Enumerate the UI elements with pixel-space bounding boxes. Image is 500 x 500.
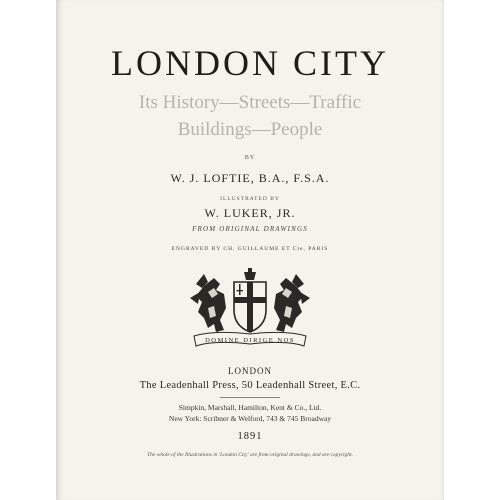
divider-rule — [220, 397, 280, 398]
book-title: LONDON CITY — [111, 43, 389, 83]
engraver-credit: ENGRAVED BY CH. GUILLAUME ET Cie, PARIS — [171, 246, 329, 252]
subtitle-line-1: Its History—Streets—Traffic — [138, 92, 362, 113]
copyright-footnote: The whole of the Illustrations in 'London City' are from original drawings, and are copyright. — [147, 452, 353, 458]
subtitle-line-2: Buildings—People — [177, 119, 323, 140]
publication-year: 1891 — [237, 431, 263, 442]
crest-motto: DOMINE DIRIGE NOS — [205, 337, 295, 344]
publisher-line-2: New York: Scribner & Welford, 743 & 745 Broadway — [168, 414, 332, 423]
coat-of-arms-icon — [174, 268, 326, 354]
illustrator-name: W. LUKER, JR. — [204, 206, 296, 220]
publication-place: LONDON — [228, 366, 272, 376]
illustrated-by-label: ILLUSTRATED BY — [220, 196, 280, 202]
drawings-note: FROM ORIGINAL DRAWINGS — [192, 225, 308, 233]
byline: BY — [244, 155, 256, 161]
publisher-press: The Leadenhall Press, 50 Leadenhall Street, E.C. — [139, 380, 361, 391]
title-page — [56, 0, 444, 500]
publisher-line-1: Simpkin, Marshall, Hamilton, Kent & Co., Ltd. — [178, 403, 322, 412]
author-name: W. J. LOFTIE, B.A., F.S.A. — [170, 171, 330, 185]
